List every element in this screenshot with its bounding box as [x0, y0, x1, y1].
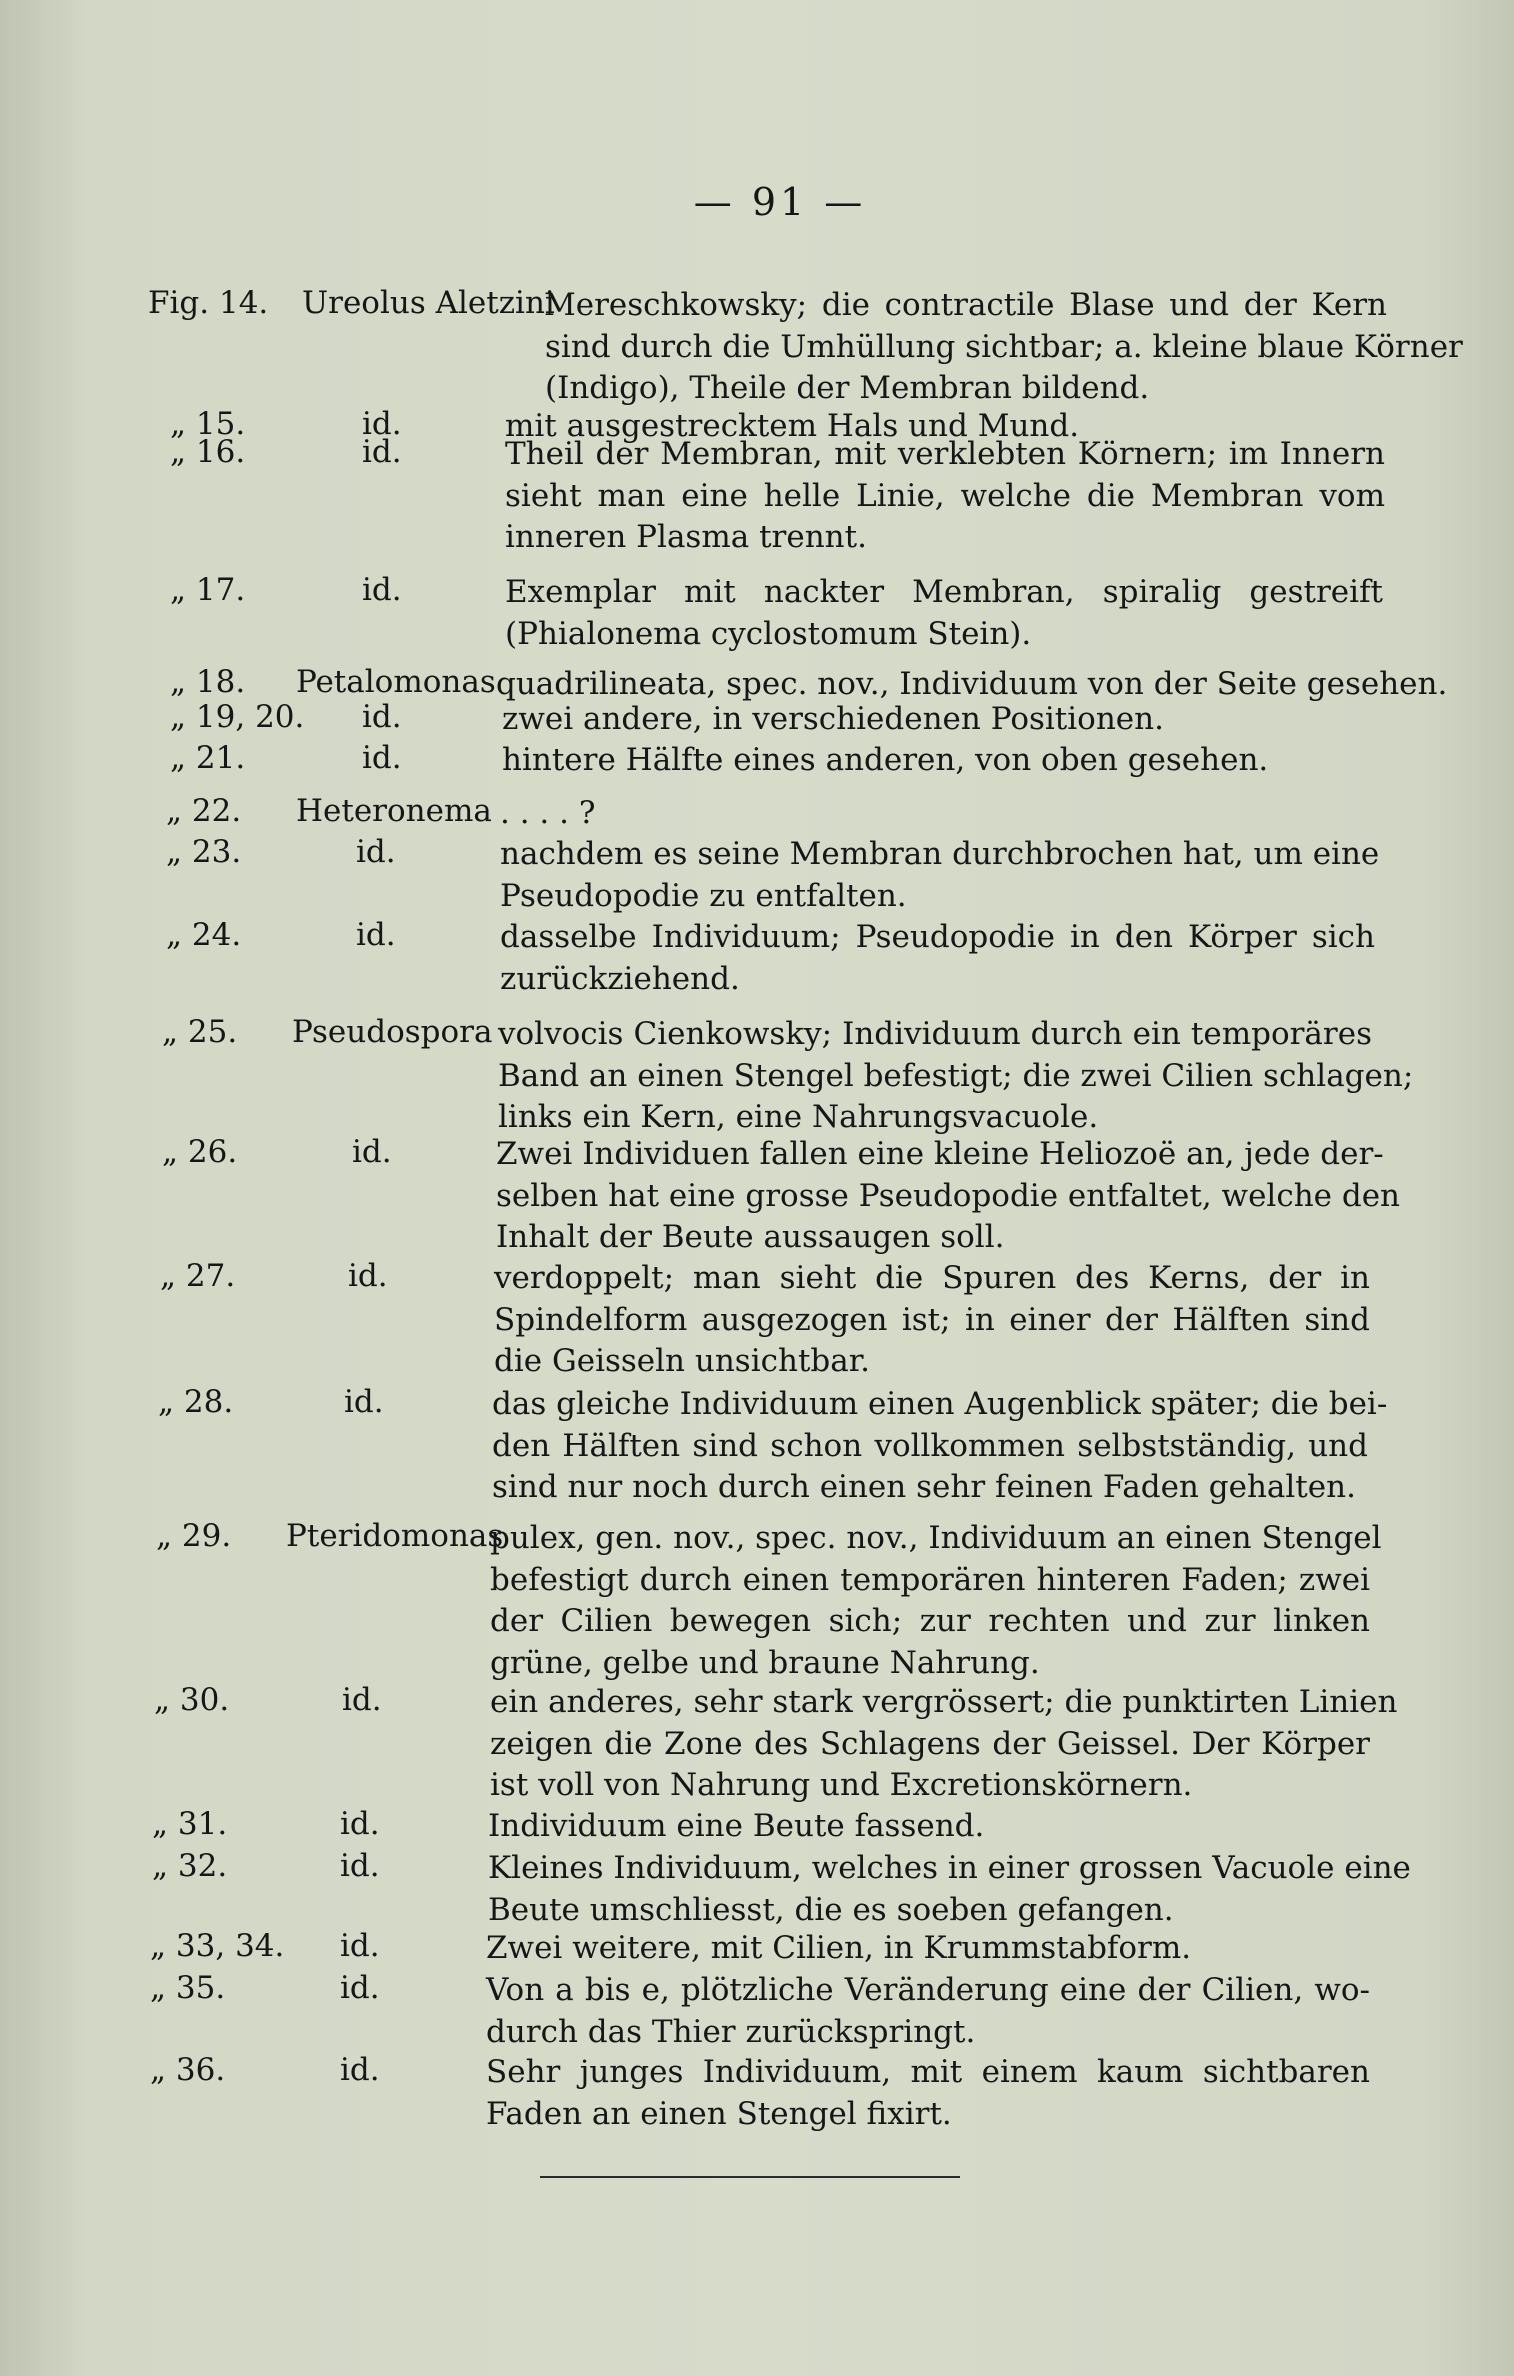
description-line: ein anderes, sehr stark vergrössert; die punktirten Linien: [490, 1684, 1398, 1720]
description-line: links ein Kern, eine Nahrungsvacuole.: [498, 1099, 1099, 1135]
figure-description: [494, 1258, 1370, 1383]
figure-description: [498, 1014, 1414, 1139]
figure-description: [490, 1518, 1382, 1684]
figure-description: [502, 740, 1269, 782]
species-name: Pseudospora: [292, 1014, 493, 1050]
figure-number: „ 35.: [150, 1970, 226, 2006]
figure-description: [486, 1928, 1206, 1970]
figure-number: „ 23.: [166, 834, 242, 870]
species-name: id.: [340, 2052, 380, 2088]
figure-number: „ 28.: [158, 1384, 234, 1420]
figure-description: [544, 285, 1463, 410]
description-line: inneren Plasma trennt.: [505, 519, 867, 555]
figure-number: „ 32.: [152, 1848, 228, 1884]
species-name: id.: [340, 1806, 380, 1842]
description-line: der Cilien bewegen sich; zur rechten und zur linken: [490, 1603, 1370, 1639]
figure-number: „ 17.: [170, 572, 246, 608]
figure-number: „ 19, 20.: [170, 699, 305, 735]
species-name: Heteronema: [296, 793, 492, 829]
description-line: Individuum eine Beute fassend.: [488, 1808, 985, 1844]
description-line: Band an einen Stengel befestigt; die zwei Cilien schlagen;: [498, 1057, 1414, 1094]
species-name: id.: [340, 1970, 380, 2006]
description-line: die Geisseln unsichtbar.: [494, 1343, 871, 1379]
description-line: selben hat eine grosse Pseudopodie entfaltet, welche den: [496, 1177, 1401, 1214]
species-name: id.: [362, 434, 402, 470]
species-name: id.: [356, 917, 396, 953]
figure-number: „ 24.: [166, 917, 242, 953]
figure-description: [505, 572, 1383, 655]
closing-rule: [540, 2176, 960, 2178]
figure-number: „ 22.: [166, 793, 242, 829]
figure-number: „ 21.: [170, 740, 246, 776]
description-line: mit ausgestrecktem Hals und Mund.: [505, 408, 1080, 444]
figure-number: „ 31.: [152, 1806, 228, 1842]
figure-description: [496, 1134, 1401, 1259]
species-name: id.: [340, 1928, 380, 1964]
figure-number: „ 27.: [160, 1258, 236, 1294]
description-line: zeigen die Zone des Schlagens der Geissel. Der Körper: [490, 1725, 1370, 1762]
species-name: id.: [362, 740, 402, 776]
description-line: zwei andere, in verschiedenen Positionen.: [502, 701, 1164, 737]
description-line: quadrilineata, spec. nov., Individuum von der Seite gesehen.: [496, 666, 1448, 702]
figure-number: „ 30.: [154, 1682, 230, 1718]
species-name: id.: [352, 1134, 392, 1170]
species-name: Ureolus Aletzini: [302, 285, 555, 321]
description-line: volvocis Cienkowsky; Individuum durch ein temporäres: [498, 1016, 1372, 1052]
figure-description: [488, 1848, 1411, 1931]
description-line: Spindelform ausgezogen ist; in einer der Hälften sind: [494, 1301, 1370, 1338]
description-line: Pseudopodie zu entfalten.: [500, 877, 907, 914]
figure-number: Fig. 14.: [148, 285, 269, 321]
description-line: Sehr junges Individuum, mit einem kaum sichtbaren: [486, 2054, 1370, 2090]
description-line: Mereschkowsky; die contractile Blase und der Kern: [544, 287, 1387, 323]
description-line: zurückziehend.: [500, 960, 740, 997]
species-name: Pteridomonas: [286, 1518, 504, 1554]
figure-number: „ 36.: [150, 2052, 226, 2088]
description-line: (Phialonema cyclostomum Stein).: [505, 615, 1032, 652]
description-line: (Indigo), Theile der Membran bildend.: [545, 370, 1150, 406]
description-line: verdoppelt; man sieht die Spuren des Kerns, der in: [494, 1260, 1370, 1296]
figure-number: „ 29.: [156, 1518, 232, 1554]
description-line: sind nur noch durch einen sehr feinen Faden gehalten.: [492, 1469, 1356, 1505]
species-name: id.: [342, 1682, 382, 1718]
description-line: Beute umschliesst, die es soeben gefangen.: [488, 1891, 1174, 1928]
figure-description: [505, 434, 1385, 559]
description-line: Exemplar mit nackter Membran, spiralig gestreift: [505, 574, 1383, 610]
description-line: Von a bis e, plötzliche Veränderung eine der Cilien, wo-: [486, 1972, 1370, 2008]
species-name: id.: [362, 406, 402, 442]
species-name: id.: [356, 834, 396, 870]
description-line: nachdem es seine Membran durchbrochen hat, um eine: [500, 836, 1380, 872]
page-number: — 91 —: [693, 180, 867, 224]
description-line: pulex, gen. nov., spec. nov., Individuum an einen Stengel: [490, 1520, 1382, 1556]
figure-number: „ 16.: [170, 434, 246, 470]
description-line: den Hälften sind schon vollkommen selbstständig, und: [492, 1427, 1368, 1464]
figure-number: „ 18.: [170, 664, 246, 700]
description-line: Zwei weitere, mit Cilien, in Krummstabform.: [486, 1930, 1192, 1966]
description-line: . . . . ?: [500, 795, 596, 831]
description-line: sind durch die Umhüllung sichtbar; a. kleine blaue Körner: [545, 328, 1463, 365]
figure-description: [500, 834, 1378, 917]
description-line: hintere Hälfte eines anderen, von oben gesehen.: [502, 742, 1269, 778]
species-name: Petalomonas: [296, 664, 496, 700]
description-line: grüne, gelbe und braune Nahrung.: [490, 1644, 1040, 1681]
figure-description: [490, 1682, 1398, 1807]
species-name: id.: [362, 572, 402, 608]
figure-number: „ 26.: [162, 1134, 238, 1170]
figure-number: „ 25.: [162, 1014, 238, 1050]
species-name: id.: [362, 699, 402, 735]
description-line: sieht man eine helle Linie, welche die Membran vom: [505, 477, 1385, 514]
description-line: befestigt durch einen temporären hinteren Faden; zwei: [490, 1561, 1370, 1598]
description-line: ist voll von Nahrung und Excretionskörnern.: [490, 1767, 1193, 1803]
description-line: dasselbe Individuum; Pseudopodie in den Körper sich: [500, 919, 1375, 955]
figure-description: [500, 917, 1375, 1000]
description-line: das gleiche Individuum einen Augenblick später; die bei-: [492, 1386, 1388, 1422]
description-line: durch das Thier zurückspringt.: [486, 2013, 976, 2050]
figure-description: [486, 2052, 1370, 2135]
species-name: id.: [348, 1258, 388, 1294]
description-line: Theil der Membran, mit verklebten Körnern; im Innern: [505, 436, 1385, 472]
figure-description: [492, 1384, 1388, 1509]
description-line: Inhalt der Beute aussaugen soll.: [496, 1219, 1005, 1255]
description-line: Kleines Individuum, welches in einer grossen Vacuole eine: [488, 1850, 1411, 1886]
description-line: Faden an einen Stengel fixirt.: [486, 2095, 952, 2132]
figure-description: [500, 793, 640, 835]
figure-description: [502, 699, 1202, 741]
description-line: Zwei Individuen fallen eine kleine Heliozoë an, jede der-: [496, 1136, 1384, 1172]
figure-description: [488, 1806, 1048, 1848]
species-name: id.: [344, 1384, 384, 1420]
figure-number: „ 15.: [170, 406, 246, 442]
figure-number: „ 33, 34.: [150, 1928, 285, 1964]
figure-description: [486, 1970, 1370, 2053]
species-name: id.: [340, 1848, 380, 1884]
